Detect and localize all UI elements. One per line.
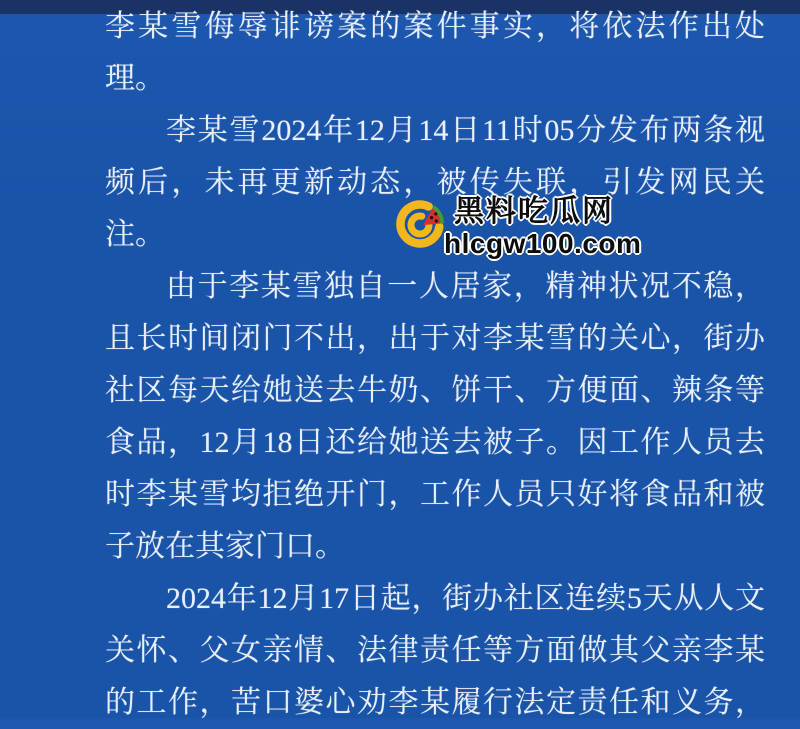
notice-text-line: 李某雪侮辱诽谤案的案件事实，将依法作出处 [105,10,765,43]
notice-text-line: 时李某雪均拒绝开门，工作人员只好将食品和被 [105,478,765,511]
site-watermark [394,194,641,258]
watermelon-aperture-logo-icon [394,194,450,252]
notice-text-line: 食品，12月18日还给她送去被子。因工作人员去 [105,426,765,459]
notice-text-line: 注。 [105,218,165,251]
notice-text-line: 频后，未再更新动态，被传失联，引发网民关 [105,166,765,199]
notice-text [105,1,765,729]
notice-text-line: 李某雪2024年12月14日11时05分发布两条视 [166,114,765,147]
watermark-site-url: hlcgw100.com [444,228,642,259]
notice-text-line: 关怀、父女亲情、法律责任等方面做其父亲李某 [105,634,765,667]
notice-text-line: 且长时间闭门不出，出于对李某雪的关心，街办 [105,322,765,355]
notice-text-line: 由于李某雪独自一人居家，精神状况不稳， [166,270,765,303]
watermark-site-name: 黑料吃瓜网 [454,195,614,228]
notice-text-line: 的工作，苦口婆心劝李某履行法定责任和义务， [105,686,765,719]
watermark-texts [444,194,642,259]
notice-text-line: 理。 [105,62,165,95]
notice-text-line: 子放在其家门口。 [105,530,345,563]
notice-text-line: 2024年12月17日起，街办社区连续5天从人文 [166,582,765,615]
notice-text-line: 社区每天给她送去牛奶、饼干、方便面、辣条等 [105,374,765,407]
